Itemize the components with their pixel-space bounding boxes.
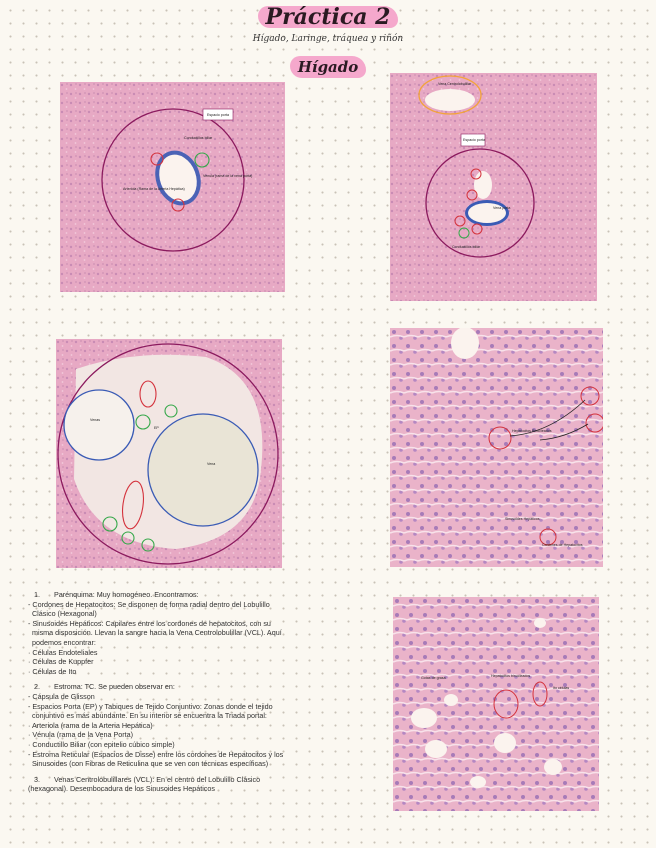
micrograph-1 [60, 82, 285, 292]
notes-heading-3: 3. Venas Centrolobulillares (VCL): En el centro del Lobulillo Clásico [34, 774, 261, 784]
page-title-wrap [0, 6, 656, 28]
notes-line: · Vénula (rama de la Vena Porta) [28, 730, 134, 740]
notes-line: - Cordones de Hepatocitos: Se disponen de forma radial dentro del Lobulillo [28, 599, 270, 609]
label-hepatocitos-binucleados-5: Hepatocitos binucleados [491, 674, 531, 678]
notes-line: (hexagonal). Desembocadura de los Sinusoides Hepáticos [28, 784, 215, 794]
label-vena-3: Vena [207, 462, 216, 466]
notes-line: - Cápsula de Glisson [28, 691, 95, 701]
notes-line: conjuntivo es más abundante. En su interior se encuentra la Triada portal: [28, 711, 267, 721]
label-ep-3: EP [154, 426, 159, 430]
notes-heading-1: 1. Parénquima: Muy homogéneo. Encontramos: [34, 590, 199, 599]
notes-line: - Espacios Porta (EP) y Tabiques de Tejido Conjuntivo: Zonas donde el tejido [28, 701, 273, 711]
label-espacio-porta-1: Espacio porta [207, 113, 229, 117]
notes-line: - Sinusoides Hepáticos: Capilares entre los cordones de hepatocitos, con su [28, 618, 271, 628]
notes-line: · Células Endoteliales [28, 647, 98, 657]
notes-line: · Células de Ito [28, 666, 77, 676]
notes-heading-2: 2. Estroma: TC. Se pueden observar en: [34, 682, 175, 692]
micrograph-3 [56, 339, 282, 568]
label-espacio-porta-2: Espacio porta [463, 138, 485, 142]
label-venula-1: Venula (rama de la vena porta) [203, 174, 253, 178]
label-arteriola-1: Arteriola (Rama de la Arteria Hepática) [123, 187, 185, 191]
notes-line: podemos encontrar: [28, 637, 96, 647]
notes-line: · Células de Kuppfer [28, 657, 94, 667]
label-conductillo-2: Conductillos biliar [452, 245, 481, 249]
label-conductillo-1: Conductillos biliar [184, 136, 213, 140]
notes-line: Clásico (Hexagonal) [28, 609, 97, 619]
notes-list-1 [28, 600, 378, 677]
label-venas-3: Venas [90, 418, 100, 422]
notes-line: Sinusoides (con Fibras de Reticulina que se ven con técnicas específicas) [28, 759, 269, 769]
notes-list-2 [28, 692, 378, 769]
page-title: Práctica 2 [258, 6, 399, 28]
micrograph-4 [390, 328, 603, 567]
section-heading: Hígado [290, 56, 367, 78]
label-vena-porta-2: Vena porta [493, 206, 511, 210]
notes-line: · Conductillo Biliar (con epitelio cúbico simple) [28, 739, 175, 749]
notes-line: · Arteriola (rama de la Arteria Hepática) [28, 720, 153, 730]
notes-block [28, 590, 378, 794]
label-sinusoides-4: Sinusoides Hepáticos [505, 517, 540, 521]
page-subtitle: Hígado, Laringe, tráquea y riñón [252, 34, 404, 44]
label-cordones-4: Cordones de Hepatocitos [542, 543, 583, 547]
label-hepatocitos-binucleados-4: Hepatocitos Binucleados [512, 429, 552, 433]
notes-line: misma disposición. Llevan la sangre hacia la Vena Centrolobulillar (VCL). Aquí [28, 628, 282, 638]
label-ito-5: Ito células [553, 686, 570, 690]
micrograph-2 [390, 73, 597, 301]
label-vcl-2: Vena Centrolobulillar [438, 82, 472, 86]
notes-list-3 [28, 784, 378, 794]
label-gotas-grasa-5: Gotas de grasa [421, 676, 446, 680]
notes-line: - Estroma Reticular (Espacios de Disse) entre los cordones de Hepatocitos y los [28, 749, 284, 759]
micrograph-5 [393, 597, 599, 811]
